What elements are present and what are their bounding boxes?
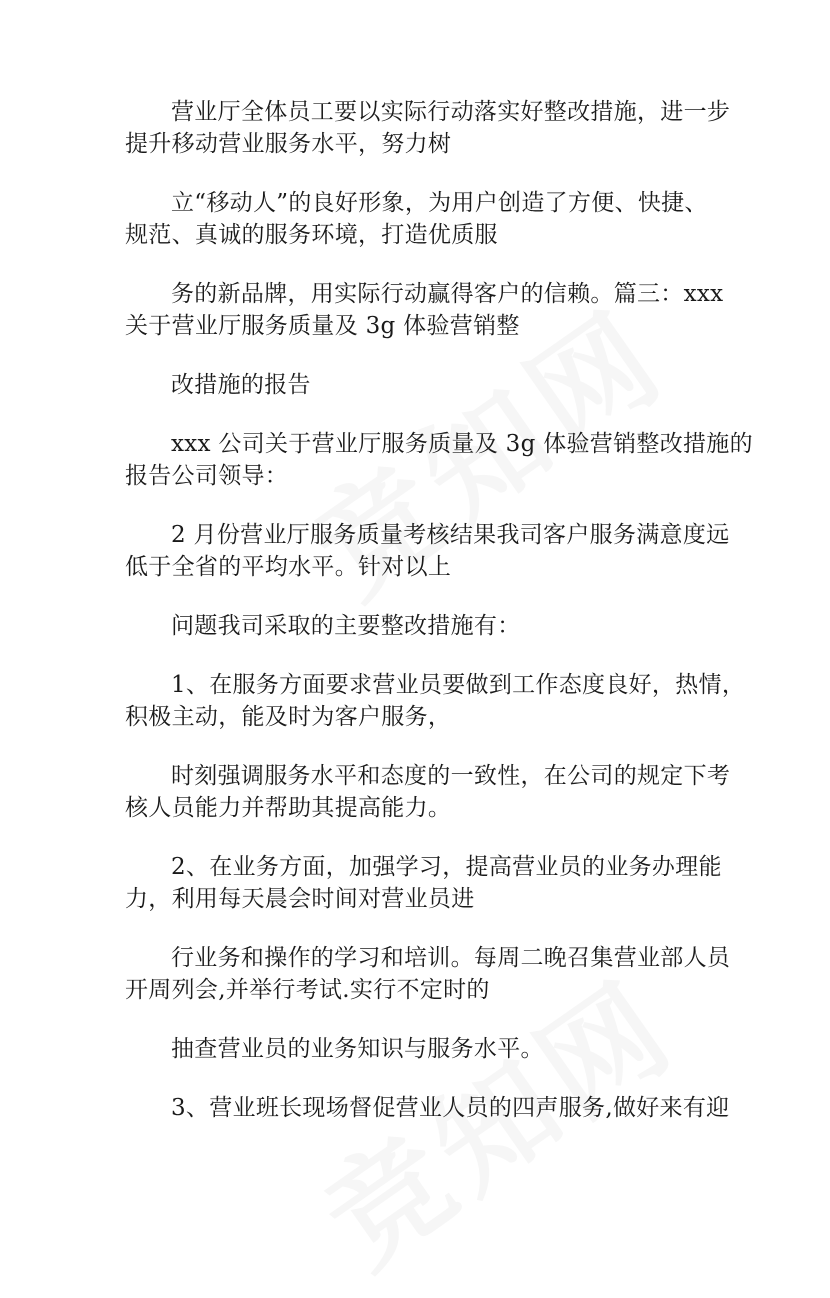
paragraph-line: 积极主动，能及时为客户服务， — [125, 704, 452, 730]
paragraph-line: 问题我司采取的主要整改措施有： — [171, 613, 521, 639]
paragraph — [125, 519, 730, 583]
paragraph — [125, 278, 725, 342]
paragraph-line: 核人员能力并帮助其提高能力。 — [125, 795, 452, 821]
paragraph-line: 营业厅全体员工要以实际行动落实好整改措施，进一步 — [171, 99, 731, 125]
paragraph-line: 报告公司领导： — [125, 463, 289, 489]
paragraph-line: 抽查营业员的业务知识与服务水平。 — [171, 1036, 544, 1062]
paragraph — [125, 610, 725, 642]
paragraph — [125, 1092, 730, 1124]
paragraph-line: 关于营业厅服务质量及 3g 体验营销整 — [125, 313, 520, 339]
paragraph — [125, 96, 731, 160]
paragraph — [125, 369, 725, 401]
paragraph-line: 立“移动人”的良好形象，为用户创造了方便、快捷、 — [171, 190, 708, 216]
paragraph-line: 规范、真诚的服务环境，打造优质服 — [125, 222, 498, 248]
paragraph-line: 力，利用每天晨会时间对营业员进 — [125, 886, 475, 912]
paragraph-line: 3、营业班长现场督促营业人员的四声服务,做好来有迎 — [171, 1095, 730, 1121]
paragraph-line: 低于全省的平均水平。针对以上 — [125, 554, 452, 580]
paragraph — [125, 760, 731, 824]
paragraph-line: 务的新品牌，用实际行动赢得客户的信赖。篇三：xxx — [171, 281, 724, 307]
paragraph — [125, 669, 746, 733]
paragraph-line: 改措施的报告 — [171, 372, 311, 398]
paragraph-line: 2 月份营业厅服务质量考核结果我司客户服务满意度远 — [171, 522, 730, 548]
document-body — [125, 96, 753, 1151]
paragraph — [125, 1033, 725, 1065]
paragraph-line: 2、在业务方面，加强学习，提高营业员的业务办理能 — [171, 854, 722, 880]
paragraph-line: 开周列会,并举行考试.实行不定时的 — [125, 977, 490, 1003]
paragraph-line: 提升移动营业服务水平，努力树 — [125, 131, 452, 157]
paragraph-line: 行业务和操作的学习和培训。每周二晚召集营业部人员 — [171, 945, 731, 971]
paragraph — [125, 187, 725, 251]
paragraph — [125, 428, 753, 492]
paragraph — [125, 851, 725, 915]
paragraph-line: 1、在服务方面要求营业员要做到工作态度良好，热情， — [171, 672, 746, 698]
paragraph-line: 时刻强调服务水平和态度的一致性，在公司的规定下考 — [171, 763, 731, 789]
paragraph-line: xxx 公司关于营业厅服务质量及 3g 体验营销整改措施的 — [171, 431, 753, 457]
paragraph — [125, 942, 731, 1006]
